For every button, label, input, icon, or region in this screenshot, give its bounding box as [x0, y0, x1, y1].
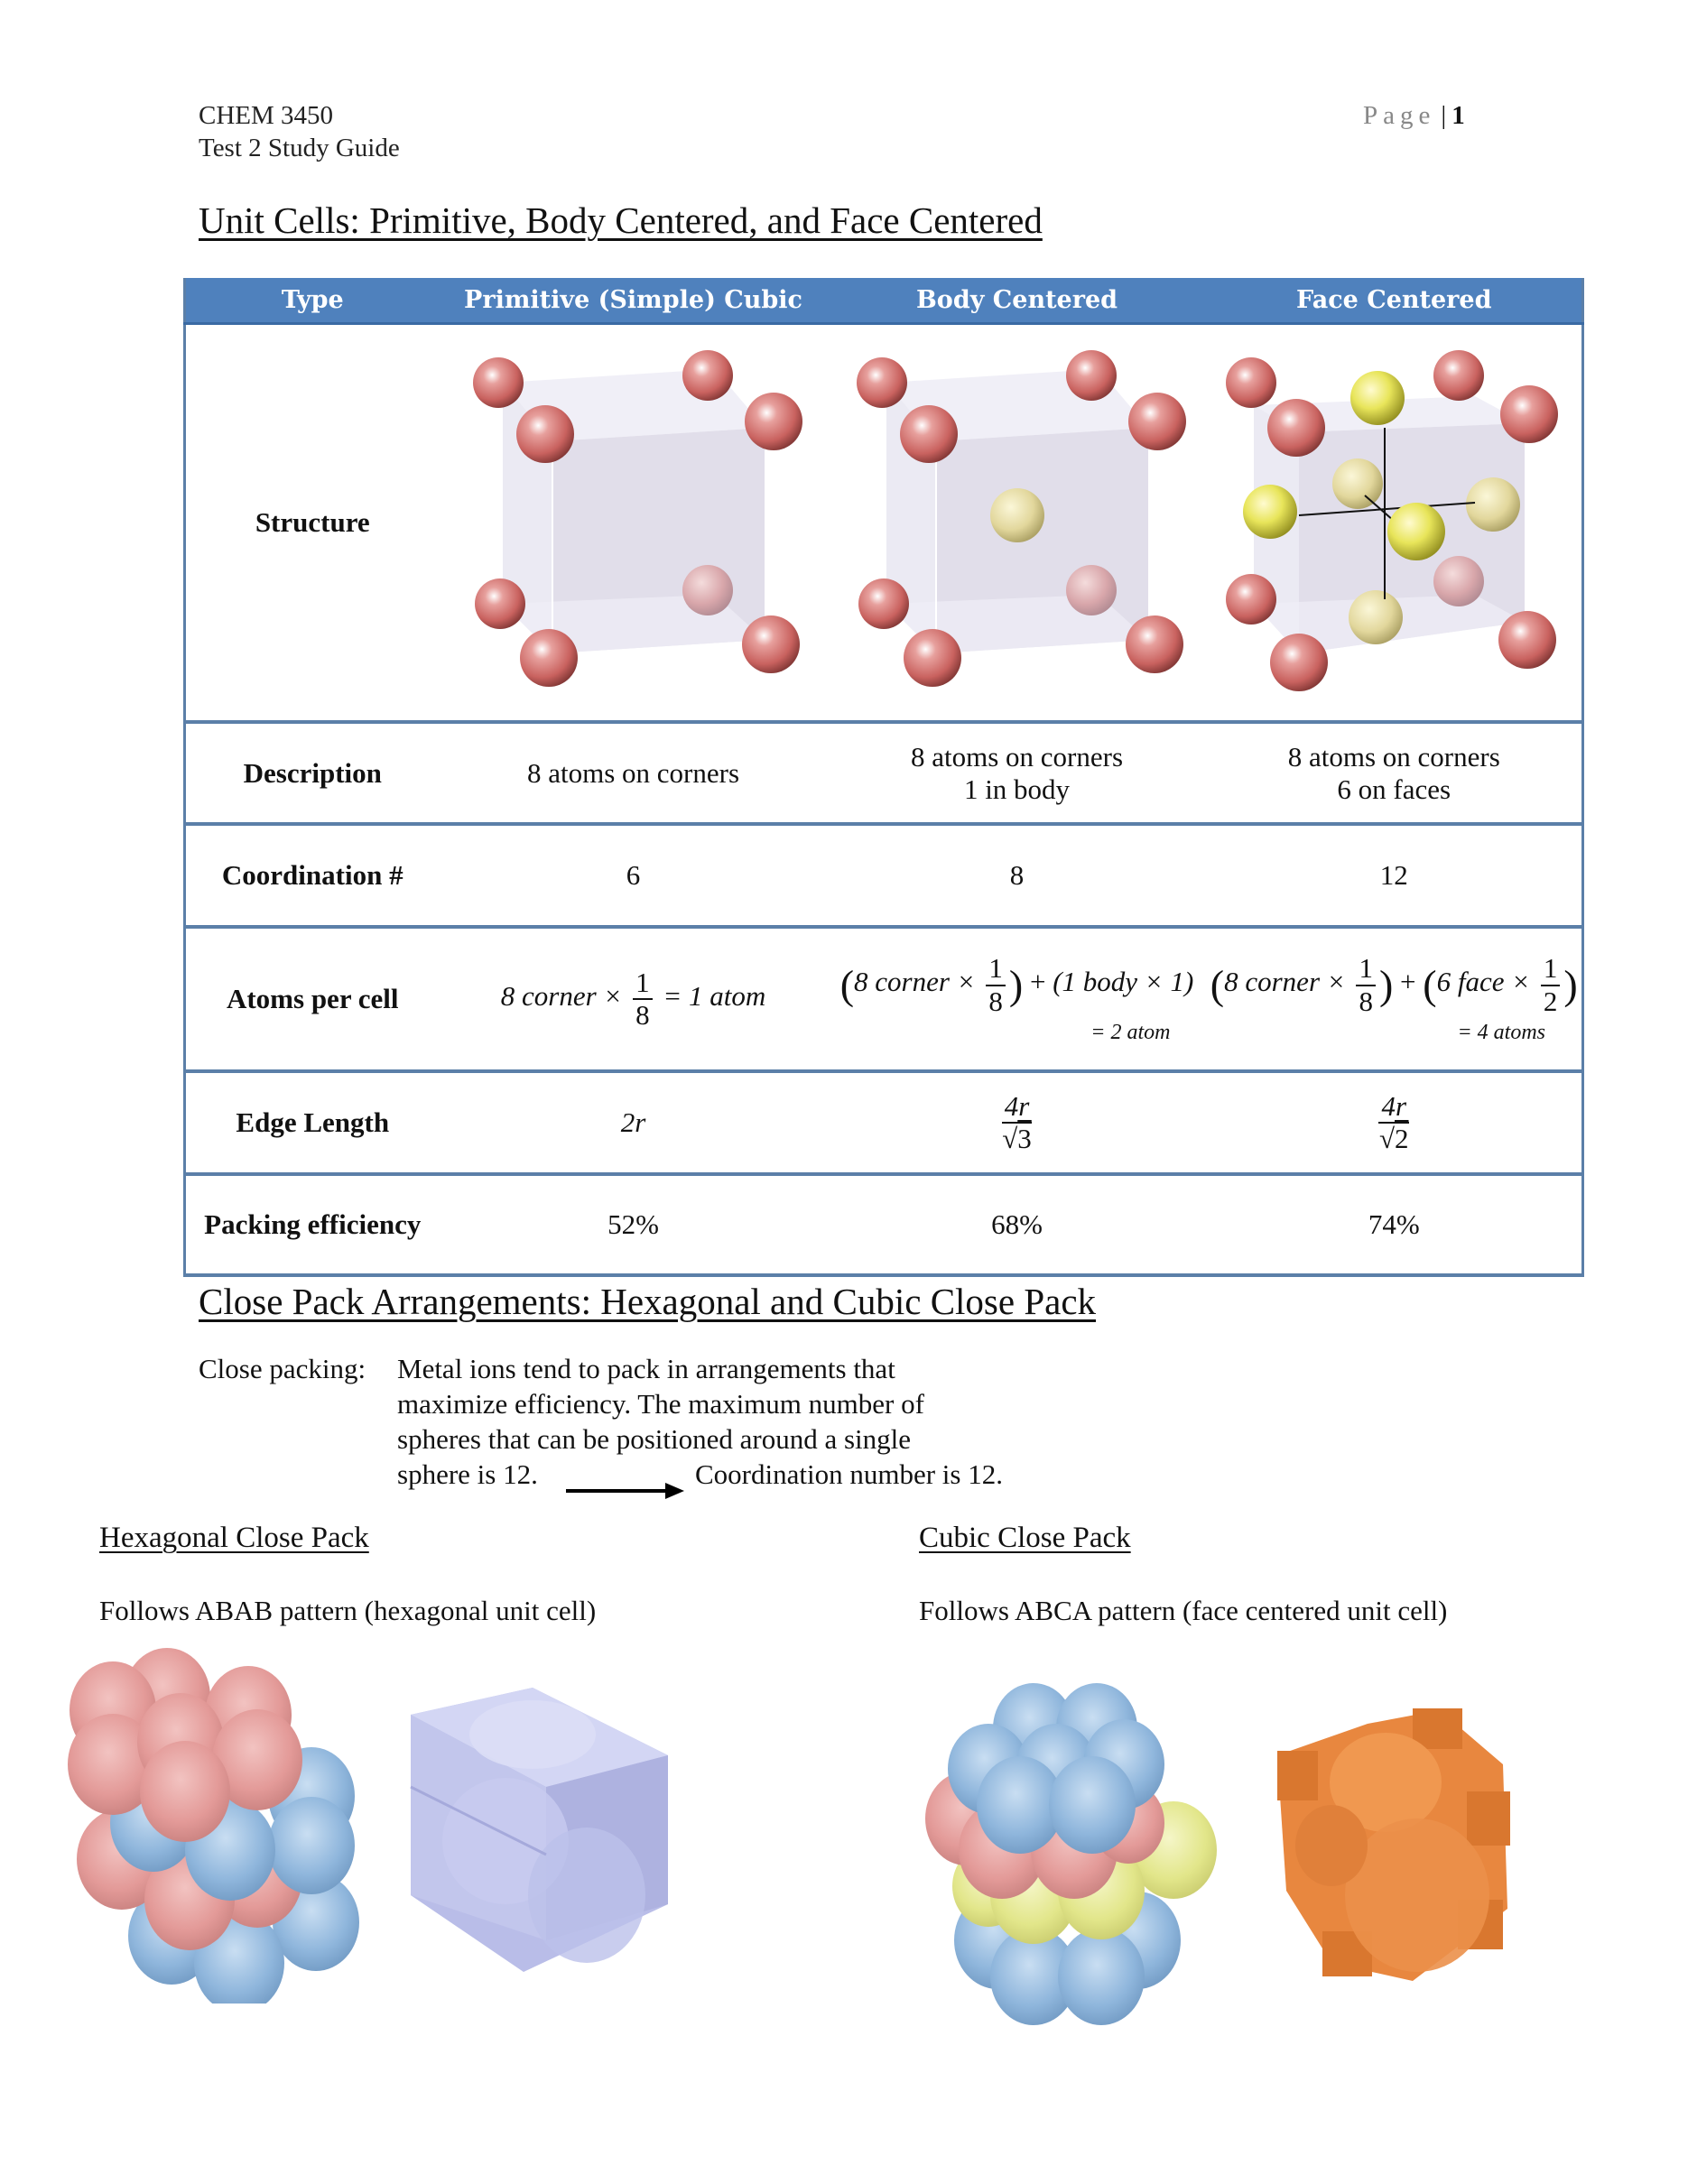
unit-cells-title: Unit Cells: Primitive, Body Centered, and Face Centered — [199, 199, 1043, 241]
formula-result: = 4 atoms — [1457, 1020, 1545, 1044]
col-header-type: Type — [185, 278, 440, 323]
ccp-title: Cubic Close Pack — [919, 1522, 1131, 1554]
sqrt-symbol: √ — [1002, 1123, 1018, 1154]
table-row-edge-length — [185, 1071, 1583, 1174]
row-label-edge-length: Edge Length — [185, 1071, 440, 1174]
plus-sign: + — [1400, 966, 1416, 998]
fraction: $\frac{1}{8}$ — [1356, 953, 1376, 1016]
row-label-atoms-per-cell: Atoms per cell — [185, 927, 440, 1071]
packing-efficiency-body-centered: 68% — [828, 1174, 1207, 1275]
document-subtitle: Test 2 Study Guide — [199, 134, 400, 162]
row-label-description: Description — [185, 722, 440, 824]
description-line: 6 on faces — [1337, 773, 1451, 805]
col-header-primitive: Primitive (Simple) Cubic — [440, 278, 828, 323]
close-packing-term: Close packing: — [199, 1353, 366, 1384]
formula-result: = 1 atom — [663, 980, 766, 1013]
definition-line: sphere is 12. — [397, 1458, 538, 1490]
definition-line: spheres that can be positioned around a single — [397, 1423, 912, 1455]
ccp-sphere-stack-diagram — [921, 1679, 1237, 2031]
row-label-packing-efficiency: Packing efficiency — [185, 1174, 440, 1275]
packing-efficiency-face-centered: 74% — [1207, 1174, 1583, 1275]
formula-term: 6 face × — [1436, 966, 1531, 998]
coordination-conclusion: Coordination number is 12. — [695, 1458, 1003, 1490]
ccp-description: Follows ABCA pattern (face centered unit cell) — [919, 1595, 1448, 1626]
formula-term: 8 corner × — [854, 966, 976, 998]
description-line: 1 in body — [963, 773, 1071, 805]
edge-length-primitive: 2r — [440, 1071, 828, 1174]
coordination-body-centered: 8 — [828, 824, 1207, 927]
hcp-unit-cell-diagram — [397, 1679, 686, 1985]
formula-term: (1 body × 1) — [1053, 966, 1194, 998]
plus-sign: + — [1029, 966, 1046, 998]
table-row-coordination — [185, 824, 1583, 927]
description-line: 8 atoms on corners — [526, 756, 740, 789]
formula-result: = 2 atom — [1090, 1020, 1171, 1044]
face-centered-cubic-diagram — [1207, 323, 1583, 722]
primitive-cubic-diagram — [440, 323, 828, 722]
arrow-right-icon — [564, 1480, 686, 1502]
sqrt-symbol: √ — [1378, 1123, 1395, 1154]
ccp-unit-cell-diagram — [1268, 1701, 1521, 1990]
row-label-structure: Structure — [255, 505, 370, 538]
close-pack-title: Close Pack Arrangements: Hexagonal and Cubic Close Pack — [199, 1281, 1097, 1322]
col-header-face-centered: Face Centered — [1207, 278, 1583, 323]
atoms-per-cell-primitive — [440, 927, 828, 1071]
formula-term: 8 corner × — [500, 980, 623, 1013]
description-primitive — [440, 722, 828, 824]
fraction: $\frac{4r}{√2}$ — [1378, 1089, 1409, 1154]
edge-length-face-centered — [1207, 1071, 1583, 1174]
row-label-coordination: Coordination # — [185, 824, 440, 927]
course-code: CHEM 3450 — [199, 101, 334, 130]
page-separator: | — [1441, 101, 1447, 130]
table-row-structure — [185, 323, 1583, 722]
description-body-centered — [828, 722, 1207, 824]
unit-cell-table — [183, 278, 1584, 1277]
formula-term: 8 corner × — [1224, 966, 1346, 998]
edge-length-body-centered — [828, 1071, 1207, 1174]
table-row-description — [185, 722, 1583, 824]
fraction: $\frac{1}{2}$ — [1541, 953, 1561, 1016]
hcp-description: Follows ABAB pattern (hexagonal unit cell) — [99, 1595, 597, 1626]
coordination-face-centered: 12 — [1207, 824, 1583, 927]
description-line: 8 atoms on corners — [910, 740, 1124, 773]
description-face-centered — [1207, 722, 1583, 824]
hcp-sphere-stack-diagram — [54, 1643, 379, 2004]
page-label: Page — [1363, 101, 1436, 130]
body-centered-cubic-diagram — [828, 323, 1207, 722]
hcp-title: Hexagonal Close Pack — [99, 1522, 369, 1554]
fraction: $\frac{1}{8}$ — [633, 967, 653, 1031]
col-header-body-centered: Body Centered — [828, 278, 1207, 323]
description-line: 8 atoms on corners — [1287, 740, 1500, 773]
table-row-atoms-per-cell — [185, 927, 1583, 1071]
page-number-indicator — [1363, 101, 1465, 131]
fraction: $\frac{1}{8}$ — [986, 953, 1006, 1016]
page-number: 1 — [1451, 101, 1465, 130]
table-header-row — [185, 278, 1583, 323]
fraction: $\frac{4r}{√3}$ — [1002, 1089, 1032, 1154]
definition-line: Metal ions tend to pack in arrangements that — [397, 1353, 895, 1384]
atoms-per-cell-face-centered: (8 corner × $\frac{1}{8}$ ) + (6 face × $\frac{1}{2}$ ) = 4 atoms — [1207, 927, 1583, 1071]
coordination-primitive: 6 — [440, 824, 828, 927]
table-row-packing-efficiency — [185, 1174, 1583, 1275]
atoms-per-cell-body-centered: (8 corner × $\frac{1}{8}$ ) + (1 body × 1) = 2 atom — [828, 927, 1207, 1071]
definition-line: maximize efficiency. The maximum number of — [397, 1388, 924, 1420]
packing-efficiency-primitive: 52% — [440, 1174, 828, 1275]
